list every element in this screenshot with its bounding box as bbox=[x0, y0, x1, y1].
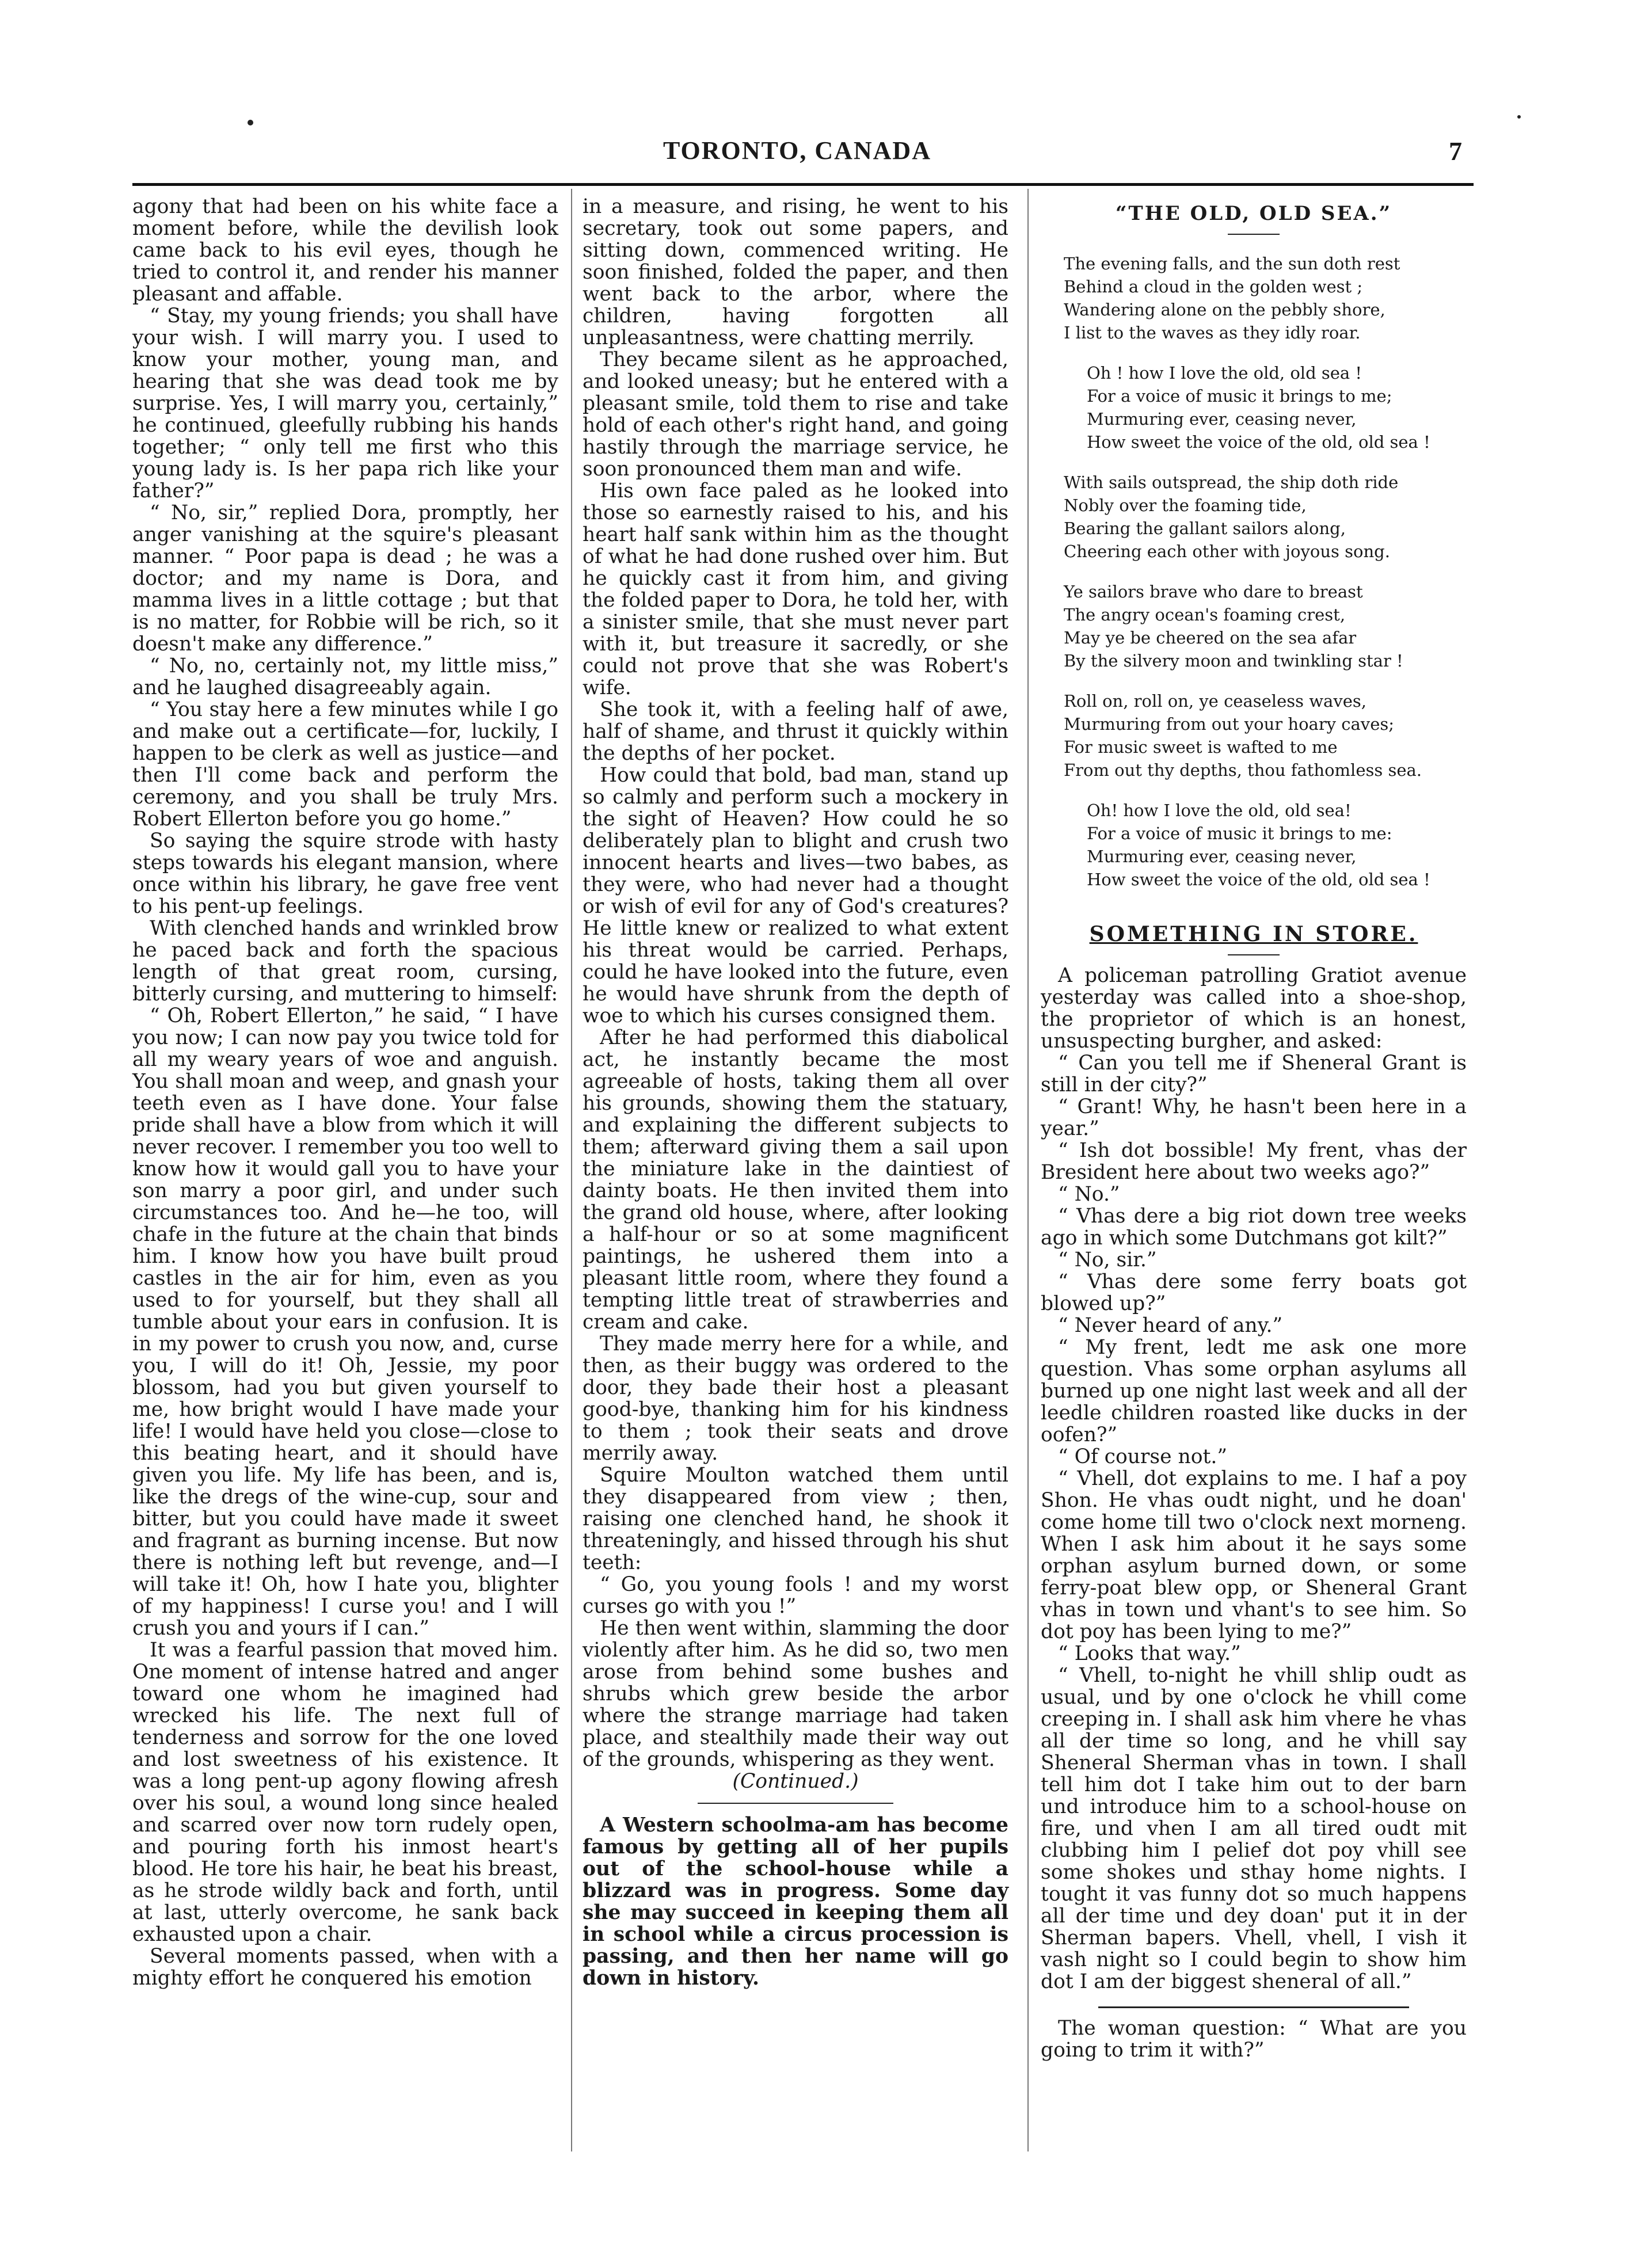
paragraph: “ Can you tell me if Sheneral Grant is still in der city?” bbox=[1041, 1052, 1467, 1096]
paragraph-woman-question: The woman question: “ What are you going to trim it with?” bbox=[1041, 2017, 1467, 2062]
separator-rule bbox=[1098, 2006, 1409, 2008]
paragraph: How could that bold, bad man, stand up so calmly and perform such a mockery in the sight of Heaven? How could he so deliberately plan to blight and crush two innocent hearts and lives—two babes, as they were, who had never had a thought or wish of evil for any of God's creatures? He little knew or realized to what extent his threat would be carried. Perhaps, could he have looked into the future, even he would have shrunk from the depth of woe to which his curses consigned them. bbox=[583, 764, 1008, 1027]
poem-line: Ye sailors brave who dare to breast bbox=[1064, 582, 1363, 601]
column-3 bbox=[1041, 196, 1467, 2061]
print-speck bbox=[248, 120, 253, 125]
poem-line: From out thy depths, thou fathomless sea. bbox=[1064, 760, 1422, 780]
paragraph: “ Vhell, to-night he vhill shlip oudt as usual, und by one o'clock he vhill come creeping in. I shall ask him vhere he vhas all der time so long, and he vhill say Sheneral Sherman vhas in town. I shall tell him dot I take him out to der barn und introduce him to a school-house on fire, und vhen I am all tired oudt mit clubbing him I pelief dot poy vhill see some shokes und sthay home nights. I tought it vas funny dot so much happens all der time und dey doan' put it in der Sherman bapers. Vhell, vhell, I vish it vash night so I could begin to show him dot I am der biggest sheneral of all.” bbox=[1041, 1664, 1467, 1993]
poem-stanza bbox=[1041, 471, 1467, 563]
poem-line: Wandering alone on the pebbly shore, bbox=[1064, 300, 1385, 319]
poem-line: I list to the waves as they idly roar. bbox=[1064, 323, 1361, 342]
paragraph: His own face paled as he looked into those so earnestly raised to his, and his heart half sank within him as the thought of what he had done rushed over him. But he quickly cast it from him, and giving the folded paper to Dora, he told her, with a sinister smile, that she must never part with it, but treasure it sacredly, or she could not prove that she was Robert's wife. bbox=[583, 479, 1008, 699]
paragraph-schoolma-am: A Western schoolma-am has become famous by getting all of her pupils out of the school-house while a blizzard was in progress. Some day she may succeed in keeping them all in school while a circus procession is passing, and then her name will go down in history. bbox=[583, 1814, 1008, 1990]
page-header bbox=[132, 136, 1462, 170]
paragraph: With clenched hands and wrinkled brow he paced back and forth the spacious length of that great room, cursing, bitterly cursing, and muttering to himself: bbox=[132, 917, 558, 1006]
story-title: SOMETHING IN STORE. bbox=[1089, 922, 1418, 946]
print-speck bbox=[1517, 115, 1521, 119]
page-number: 7 bbox=[1449, 136, 1462, 166]
poem-line: Bearing the gallant sailors along, bbox=[1064, 519, 1346, 538]
poem-line: May ye be cheered on the sea afar bbox=[1064, 628, 1357, 648]
poem-line: With sails outspread, the ship doth ride bbox=[1064, 473, 1399, 492]
poem-line: Nobly over the foaming tide, bbox=[1064, 496, 1307, 515]
poem-line: By the silvery moon and twinkling star ! bbox=[1064, 651, 1403, 671]
paragraph: Squire Moulton watched them until they disappeared from view ; then, raising one clenched hand, he shook it threateningly, and hissed through his shut teeth: bbox=[583, 1464, 1009, 1574]
poem-stanza bbox=[1041, 580, 1467, 672]
paragraph: “ My frent, ledt me ask one more question. Vhas some orphan asylums all burned up one night last week and all der leedle children roasted like ducks in der oofen?” bbox=[1041, 1336, 1467, 1446]
paragraph: She took it, with a feeling half of awe, half of shame, and thrust it quickly within the depths of her pocket. bbox=[583, 698, 1008, 765]
paragraph: They made merry here for a while, and then, as their buggy was ordered to the door, they bade their host a pleasant good-bye, thanking him for his kindness to them ; took their seats and drove merrily away. bbox=[583, 1332, 1008, 1465]
paragraph: “ No, sir,” replied Dora, promptly, her anger vanishing at the squire's pleasant manner. “ Poor papa is dead ; he was a doctor; and my name is Dora, and mamma lives in a little cottage ; but that is no matter, for Robbie will be rich, so it doesn't make any difference.” bbox=[132, 501, 558, 656]
paragraph: So saying the squire strode with hasty steps towards his elegant mansion, where once within his library, he gave free vent to his pent-up feelings. bbox=[132, 829, 558, 918]
paragraph: “ Of course not.” bbox=[1058, 1445, 1227, 1468]
poem-line: For a voice of music it brings to me; bbox=[1087, 386, 1392, 406]
paragraph: “ You stay here a few minutes while I go and make out a certificate—for, luckily, I happen to be clerk as well as justice—and then I'll come back and perform the ceremony, and you shall be truly Mrs. Robert Ellerton before you go home.” bbox=[132, 698, 558, 831]
paragraph: “ Vhell, dot explains to me. I haf a poy Shon. He vhas oudt night, und he doan' come home till two o'clock next morneng. When I ask him about it he says some orphan asylum burned down, or some ferry-poat blew opp, or Sheneral Grant vhas in town und vhant's to see him. So dot poy has been lying to me?” bbox=[1041, 1467, 1467, 1643]
poem-title: “THE OLD, OLD SEA.” bbox=[1115, 202, 1392, 225]
poem-line: The angry ocean's foaming crest, bbox=[1064, 605, 1346, 624]
poem-line: How sweet the voice of the old, old sea ! bbox=[1087, 432, 1430, 452]
paragraph: “ No, no, certainly not, my little miss,” and he laughed disagreeably again. bbox=[132, 654, 558, 699]
column-2 bbox=[583, 196, 1008, 1989]
column-divider bbox=[1027, 189, 1029, 2151]
header-rule bbox=[132, 183, 1474, 186]
poem-line: Murmuring from out your hoary caves; bbox=[1064, 714, 1395, 734]
poem-line: Cheering each other with joyous song. bbox=[1064, 542, 1390, 561]
paragraph: Several moments passed, when with a mighty effort he conquered his emotion bbox=[132, 1945, 558, 1990]
paragraph: “ No.” bbox=[1058, 1183, 1120, 1206]
paragraph: “ Stay, my young friends; you shall have your wish. I will marry you. I used to know your mother, young man, and hearing that she was dead took me by surprise. Yes, I will marry you, certainly,” he continued, gleefully rubbing his hands together; “ only tell me first who this young lady is. Is her papa rich like your father?” bbox=[132, 304, 558, 502]
column-divider bbox=[571, 189, 572, 2151]
paragraph: “ Oh, Robert Ellerton,” he said, “ I have you now; I can now pay you twice told for all my weary years of woe and anguish. You shall moan and weep, and gnash your teeth even as I have done. Your false pride shall have a blow from which it will never recover. I remember you too well to know how it would gall you to have your son marry a poor girl, and under such circumstances too. And he—he too, will chafe in the future at the chain that binds him. I know how you have built proud castles in the air for him, even as you used to for yourself, but they shall all tumble about your ears in confusion. It is in my power to crush you now, and, curse you, I will do it! Oh, Jessie, my poor blossom, had you but given yourself to me, how bright would I have made your life! I would have held you close—close to this beating heart, and it should have given you life. My life has been, and is, like the dregs of the wine-cup, sour and bitter, but you could have made it sweet and fragrant as burning incense. But now there is nothing left but revenge, and—I will take it! Oh, how I hate you, blighter of my happiness! I curse you! and I will crush you and yours if I can.” bbox=[132, 1004, 558, 1640]
paragraph: They became silent as he approached, and looked uneasy; but he entered with a pleasant smile, told them to rise and take hold of each other's right hand, and going hastily through the marriage service, he soon pronounced them man and wife. bbox=[583, 348, 1008, 481]
poem-line: Murmuring ever, ceasing never, bbox=[1087, 409, 1357, 429]
paragraph: “ Never heard of any.” bbox=[1058, 1314, 1283, 1337]
paragraph: “ Ish dot bossible! My frent, vhas der Bresident here about two weeks ago?” bbox=[1041, 1139, 1467, 1184]
poem-line: For music sweet is wafted to me bbox=[1064, 737, 1338, 757]
poem-line: For a voice of music it brings to me: bbox=[1087, 824, 1392, 843]
poem-line: Behind a cloud in the golden west ; bbox=[1064, 277, 1363, 296]
paragraph: He then went within, slamming the door violently after him. As he did so, two men arose from behind some bushes and shrubs which grew beside the arbor where the strange marriage had taken place, and stealthily made their way out of the grounds, whispering as they went. bbox=[583, 1617, 1008, 1771]
paragraph: “ Vhas dere some ferry boats got blowed up?” bbox=[1041, 1270, 1467, 1315]
paragraph: in a measure, and rising, he went to his secretary, took out some papers, and sitting down, commenced writing. He soon finished, folded the paper, and then went back to the arbor, where the children, having forgotten all unpleasantness, were chatting merrily. bbox=[583, 195, 1008, 349]
paragraph: After he had performed this diabolical act, he instantly became the most agreeable of hosts, taking them all over his grounds, showing them the statuary, and explaining the different subjects to them; afterward giving them a sail upon the miniature lake in the daintiest of dainty boats. He then invited them into the grand old house, where, after looking a half-hour or so at some magnificent paintings, he ushered them into a pleasant little room, where they found a tempting little treat of strawberries and cream and cake. bbox=[583, 1026, 1008, 1334]
poem-stanza bbox=[1041, 361, 1467, 454]
poem-line: How sweet the voice of the old, old sea ! bbox=[1087, 870, 1430, 889]
poem-line: The evening falls, and the sun doth rest bbox=[1064, 254, 1400, 273]
paragraph: “ No, sir.” bbox=[1058, 1248, 1157, 1271]
paragraph: agony that had been on his white face a moment before, while the devilish look came back to his evil eyes, though he tried to control it, and render his manner pleasant and affable. bbox=[132, 195, 558, 306]
poem-stanza bbox=[1041, 799, 1467, 891]
poem-line: Roll on, roll on, ye ceaseless waves, bbox=[1064, 691, 1366, 711]
continued-label: (Continued.) bbox=[732, 1770, 859, 1793]
poem-line: Oh ! how I love the old, old sea ! bbox=[1087, 363, 1362, 383]
paragraph: It was a fearful passion that moved him. One moment of intense hatred and anger toward one whom he imagined had wrecked his life. The next full of tenderness and sorrow for the one loved and lost sweetness of his existence. It was a long pent-up agony flowing afresh over his soul, a wound long since healed and scarred over now torn rudely open, and pouring forth his inmost heart's blood. He tore his hair, he beat his breast, as he strode wildly back and forth, until at last, utterly overcome, he sank back exhausted upon a chair. bbox=[132, 1639, 558, 1946]
paragraph: “ Vhas dere a big riot down tree weeks ago in which some Dutchmans got kilt?” bbox=[1041, 1205, 1467, 1250]
paragraph: “ Grant! Why, he hasn't been here in a year.” bbox=[1041, 1095, 1467, 1140]
title-rule bbox=[1228, 954, 1280, 955]
poem-line: Murmuring ever, ceasing never, bbox=[1087, 847, 1357, 866]
column-1 bbox=[132, 196, 558, 1989]
title-rule bbox=[1228, 234, 1280, 235]
paragraph: A policeman patrolling Gratiot avenue yesterday was called into a shoe-shop, the proprietor of which is an honest, unsuspecting burgher, and asked: bbox=[1041, 964, 1467, 1053]
poem-stanza bbox=[1041, 690, 1467, 782]
poem-stanza bbox=[1041, 252, 1467, 344]
paragraph: “ Looks that way.” bbox=[1058, 1642, 1241, 1665]
paragraph: “ Go, you young fools ! and my worst curses go with you !” bbox=[583, 1573, 1008, 1618]
running-title: TORONTO, CANADA bbox=[663, 136, 931, 165]
poem-line: Oh! how I love the old, old sea! bbox=[1087, 801, 1352, 820]
